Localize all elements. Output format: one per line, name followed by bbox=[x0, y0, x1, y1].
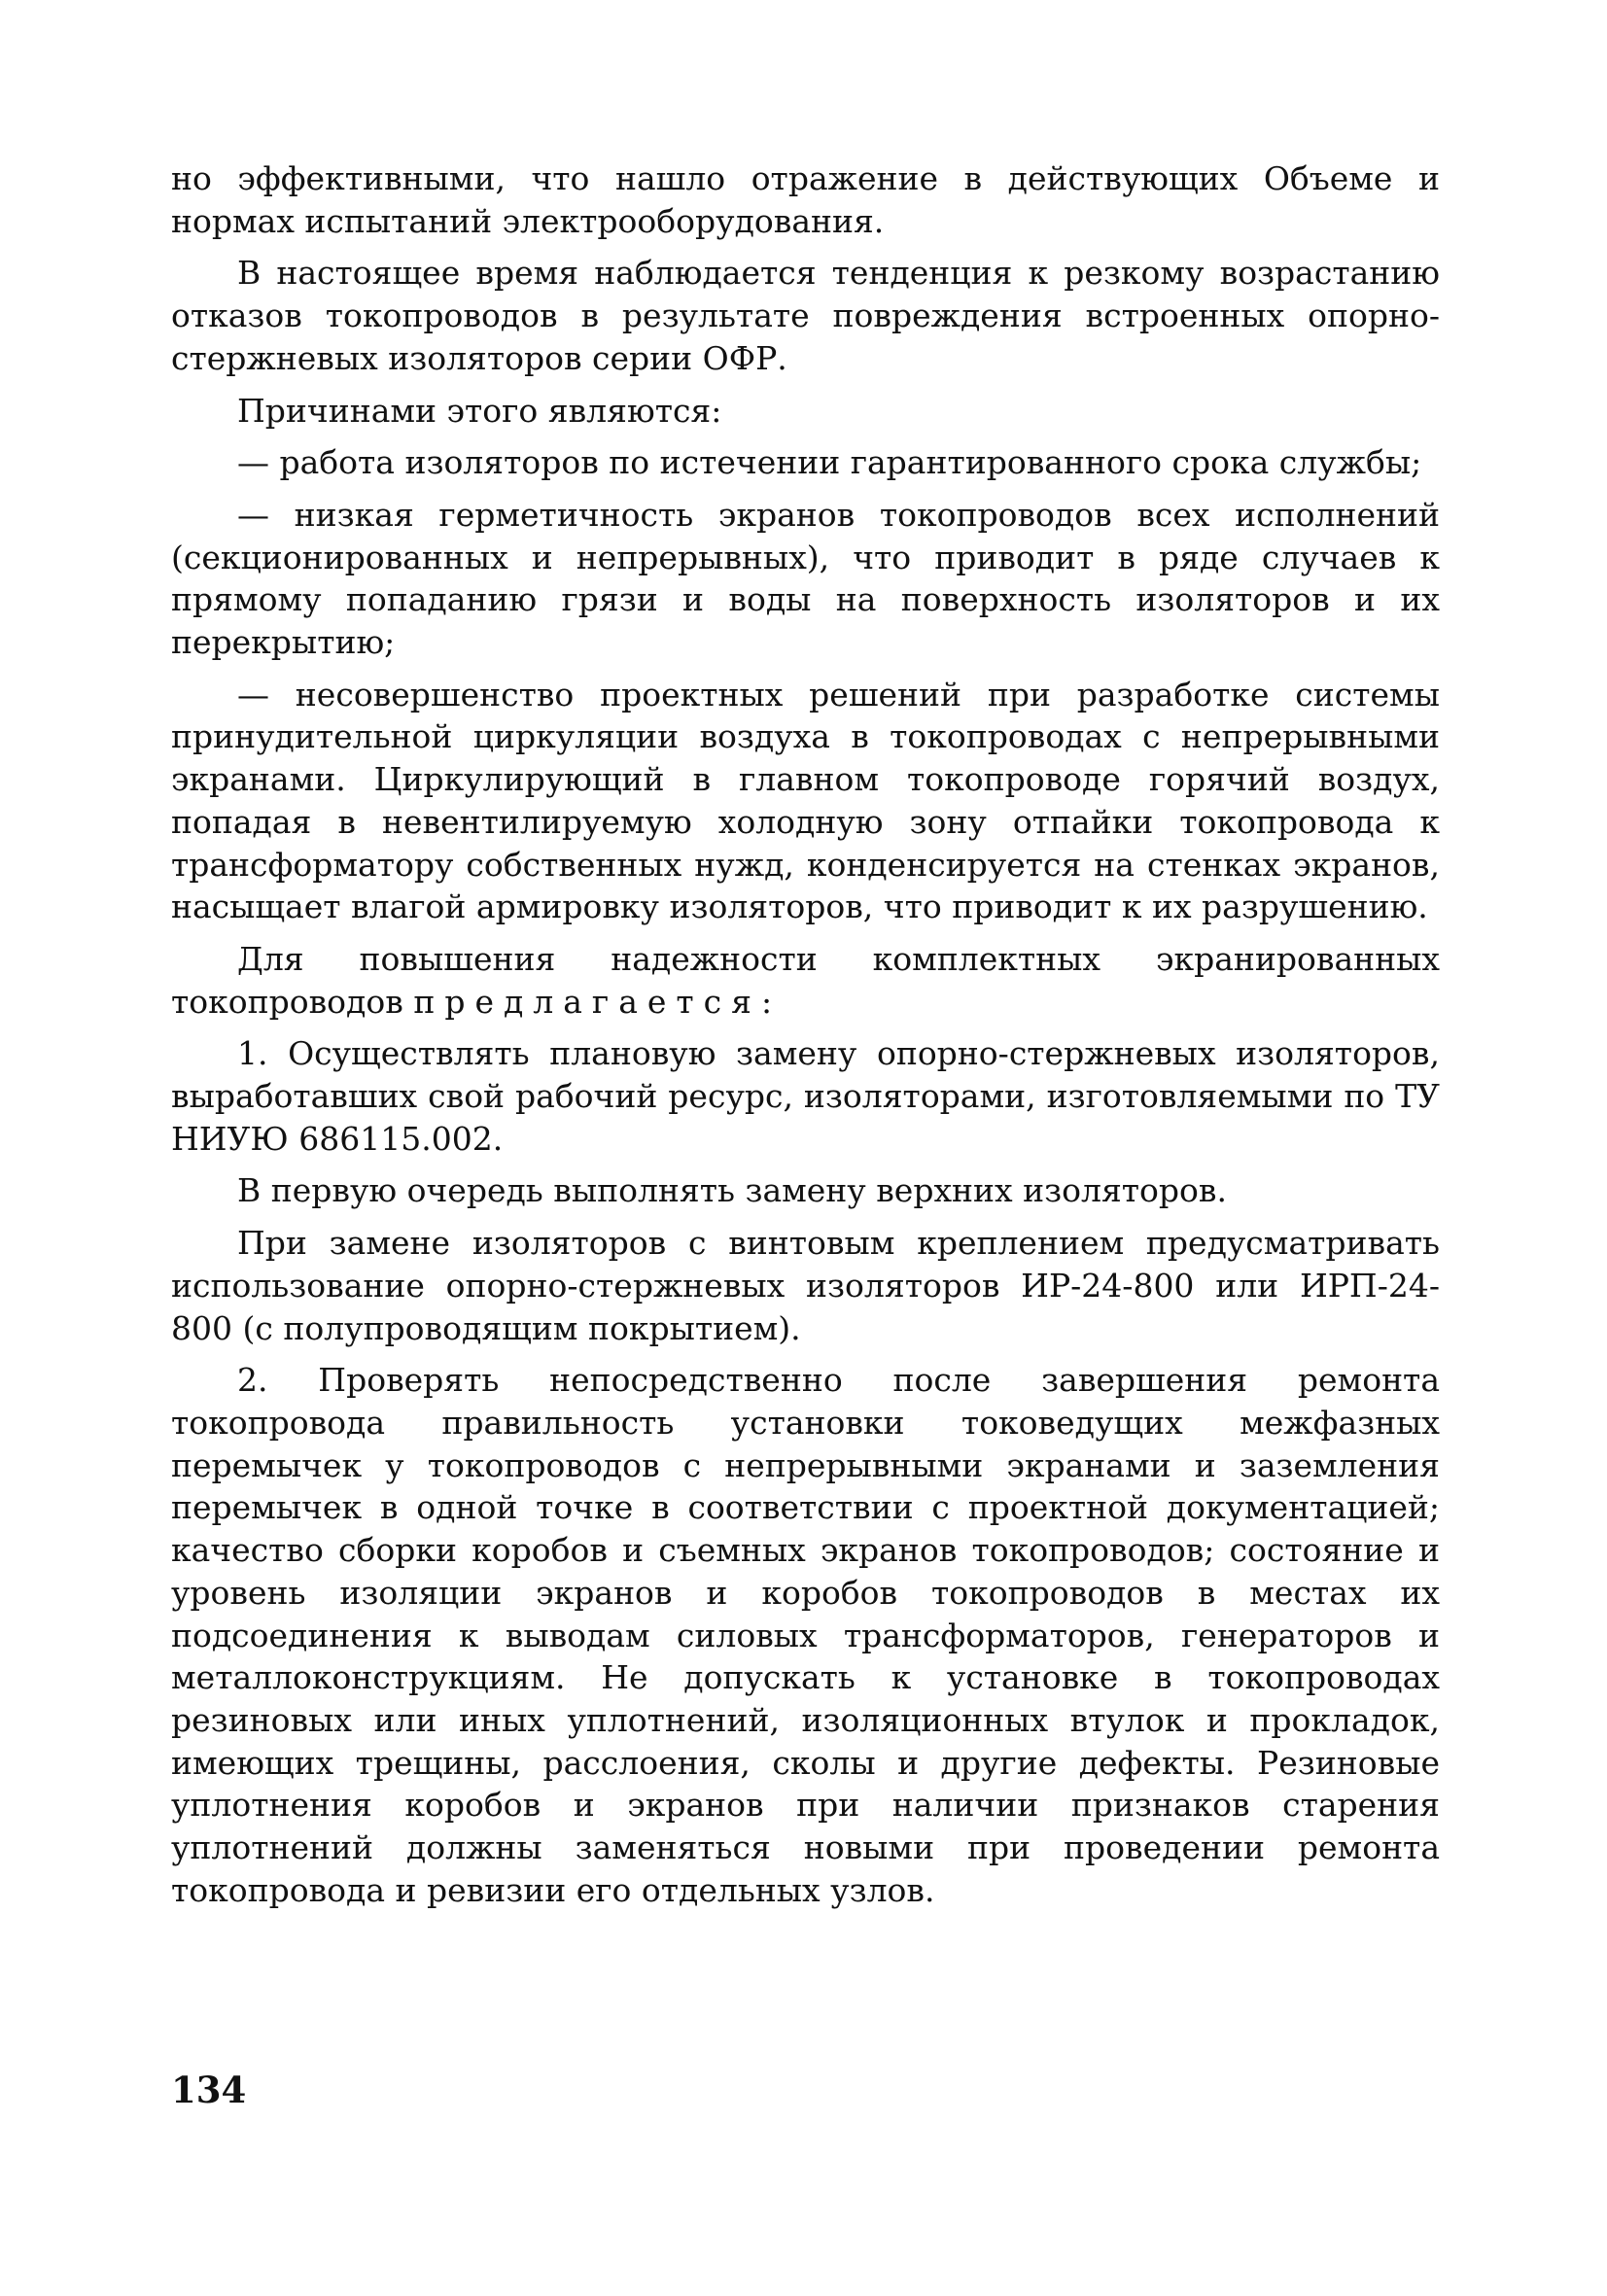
list-item-measure-2: 2. Проверять непосредственно после завершения ремонта токопровода правильность установки токоведущих межфазных перемычек у токопроводов с непрерывными экранами и заземления перемычек в одной точке в соответствии с проектной документацией; качество сборки коробов и съемных экранов токопроводов; состояние и уровень изоляции экранов и коробов токопроводов в местах их подсоединения к выводам силовых трансформаторов, генераторов и металлоконструкциям. Не допускать к установке в токопроводах резиновых или иных уплотнений, изоляционных втулок и прокладок, имеющих трещины, расслоения, сколы и другие дефекты. Резиновые уплотнения коробов и экранов при наличии признаков старения уплотнений должны заменяться новыми при проведении ремонта токопровода и ревизии его отдельных узлов. bbox=[171, 1361, 1440, 1909]
proposal-spaced-word: предлагается: bbox=[413, 982, 783, 1021]
page-number: 134 bbox=[171, 2069, 247, 2111]
paragraph-causes-heading: Причинами этого являются: bbox=[237, 391, 722, 430]
paragraph-trend: В настоящее время наблюдается тенденция к резкому возрастанию отказов токопроводов в результате повреждения встроенных опорно-стержневых изоляторов серии ОФР. bbox=[171, 254, 1440, 377]
paragraph-priority: В первую очередь выполнять замену верхних изоляторов. bbox=[237, 1171, 1227, 1210]
paragraph-proposal bbox=[171, 938, 1440, 1023]
list-item-measure-1: 1. Осуществлять плановую замену опорно-стержневых изоляторов, выработавших свой рабочий ресурс, изоляторами, изготовляемыми по ТУ НИУЮ 686115.002. bbox=[171, 1034, 1440, 1158]
list-item-cause-1: — работа изоляторов по истечении гарантированного срока службы; bbox=[237, 443, 1422, 482]
body-text bbox=[171, 157, 1440, 1921]
list-item-cause-2: — низкая герметичность экранов токопроводов всех исполнений (секционированных и непрерывных), что приводит в ряде случаев к прямому попаданию грязи и воды на поверхность изоляторов и их перекрытию; bbox=[171, 495, 1440, 662]
paragraph-continuation: но эффективными, что нашло отражение в действующих Объеме и нормах испытаний электрооборудования. bbox=[171, 159, 1440, 240]
list-item-cause-3: — несовершенство проектных решений при разработке системы принудительной циркуляции воздуха в токопроводах с непрерывными экранами. Циркулирующий в главном токопроводе горячий воздух, попадая в невентилируемую холодную зону отпайки токопровода к трансформатору собственных нужд, конденсируется на стенках экранов, насыщает влагой армировку изоляторов, что приводит к их разрушению. bbox=[171, 675, 1440, 926]
paragraph-screw-mount: При замене изоляторов с винтовым креплением предусматривать использование опорно-стержневых изоляторов ИР-24-800 или ИРП-24-800 (с полупроводящим покрытием). bbox=[171, 1224, 1440, 1347]
proposal-lead-text: Для повышения надежности комплектных экранированных токопроводов bbox=[171, 939, 1440, 1021]
